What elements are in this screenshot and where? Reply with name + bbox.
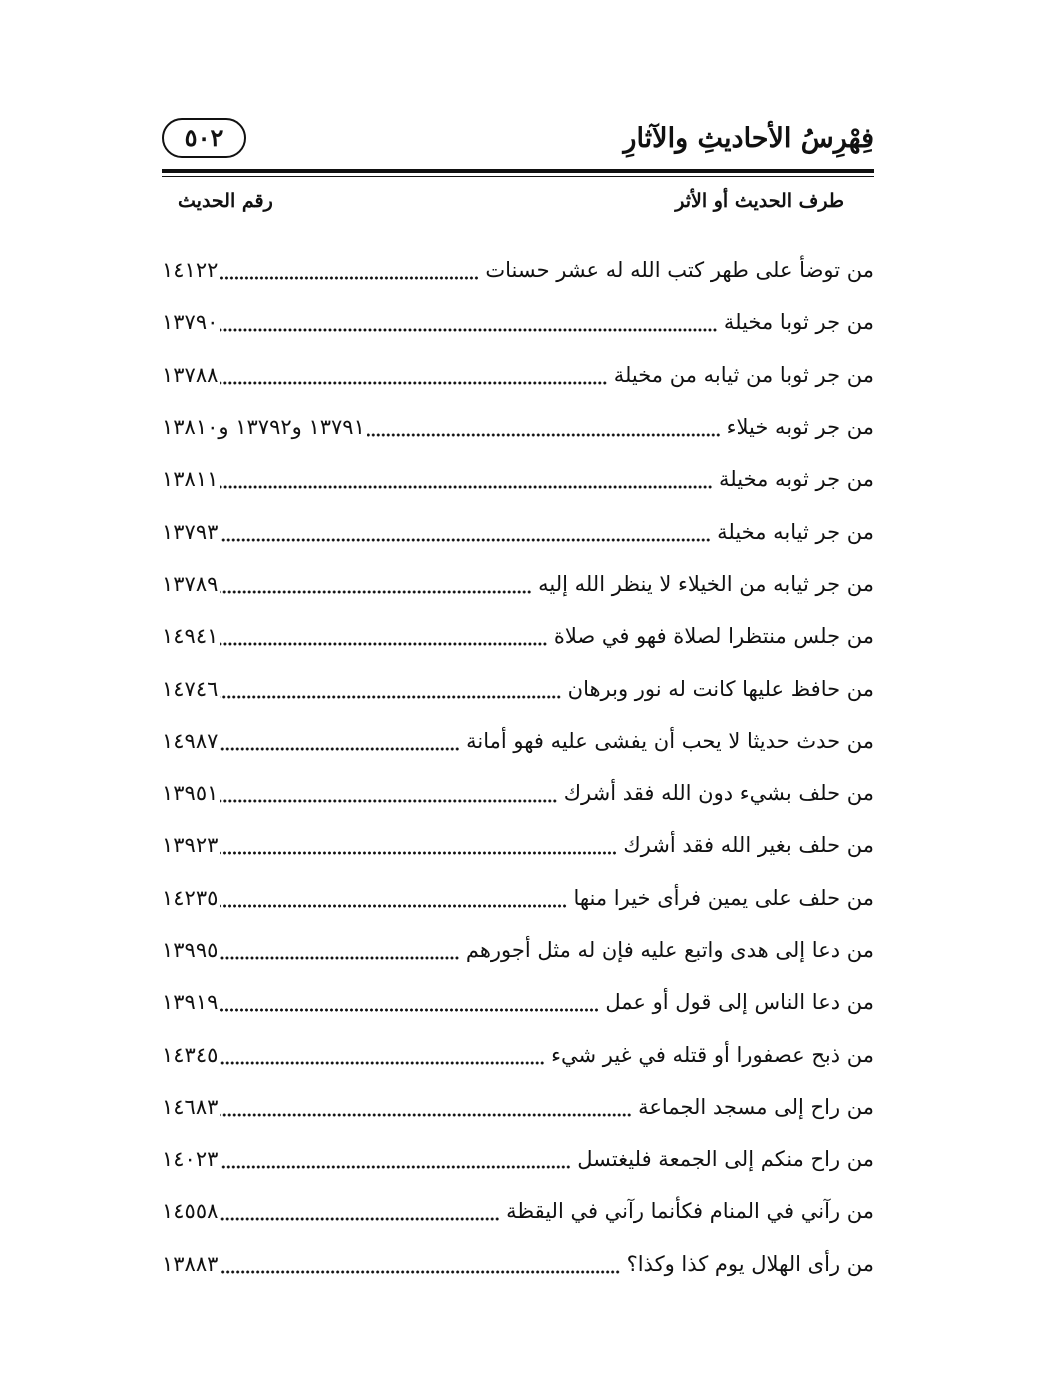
- hadith-text: من ذبح عصفورا أو قتله في غير شيء: [551, 1042, 874, 1067]
- dot-leader: [220, 626, 547, 646]
- index-entry: [162, 1081, 874, 1133]
- hadith-number: ١٤٩٤١: [162, 624, 219, 649]
- hadith-number: ١٤٦٨٣: [162, 1094, 219, 1119]
- index-entry: [162, 662, 874, 714]
- hadith-number: ١٤٧٤٦: [162, 676, 219, 701]
- hadith-column-header: طرف الحديث أو الأثر: [675, 190, 844, 212]
- hadith-text: من حدث حديثا لا يحب أن يفشى عليه فهو أمانة: [466, 728, 874, 753]
- dot-leader: [220, 1045, 545, 1065]
- dot-leader: [220, 522, 711, 542]
- index-entry: [162, 453, 874, 505]
- hadith-number: ١٤٢٣٥: [162, 885, 219, 910]
- index-entry: [162, 1238, 874, 1290]
- index-entry: [162, 924, 874, 976]
- page-number-badge: ٥٠٢: [162, 118, 246, 158]
- dot-leader: [220, 365, 607, 385]
- index-entry: [162, 767, 874, 819]
- hadith-text: من رأى الهلال يوم كذا وكذا؟: [626, 1251, 874, 1276]
- hadith-number: ١٣٨٨٣: [162, 1251, 219, 1276]
- index-entry: [162, 1028, 874, 1080]
- hadith-text: من رآني في المنام فكأنما رآني في اليقظة: [506, 1199, 874, 1224]
- hadith-index-list: [162, 244, 874, 1290]
- dot-leader: [367, 417, 721, 437]
- hadith-text: من جر ثيابه من الخيلاء لا ينظر الله إليه: [538, 571, 874, 596]
- index-entry: [162, 610, 874, 662]
- dot-leader: [220, 992, 599, 1012]
- dot-leader: [220, 679, 561, 699]
- hadith-text: من دعا الناس إلى قول أو عمل: [605, 990, 874, 1015]
- dot-leader: [220, 888, 567, 908]
- header-rule-thick: [162, 169, 874, 173]
- hadith-text: من حلف بشيء دون الله فقد أشرك: [563, 781, 874, 806]
- dot-leader: [220, 574, 532, 594]
- hadith-text: من حافظ عليها كانت له نور وبرهان: [567, 676, 874, 701]
- hadith-number: ١٣٩٩٥: [162, 938, 219, 962]
- dot-leader: [220, 1254, 620, 1274]
- hadith-number: ١٤٣٤٥: [162, 1042, 219, 1067]
- page-header: [162, 112, 874, 164]
- index-entry: [162, 296, 874, 348]
- index-entry: [162, 349, 874, 401]
- hadith-text: من جر ثوبه مخيلة: [719, 467, 874, 492]
- index-entry: [162, 872, 874, 924]
- hadith-number: ١٣٧٩٣: [162, 519, 219, 544]
- hadith-number: ١٣٧٩١ و١٣٧٩٢ و١٣٨١٠: [162, 415, 365, 440]
- index-entry: [162, 715, 874, 767]
- hadith-number: ١٤٩٨٧: [162, 728, 219, 753]
- index-entry: [162, 819, 874, 871]
- hadith-text: من حلف بغير الله فقد أشرك: [623, 833, 874, 858]
- hadith-number: ١٣٨١١: [162, 467, 219, 492]
- hadith-number: ١٣٧٨٩: [162, 571, 219, 596]
- hadith-number: ١٣٩٥١: [162, 781, 219, 806]
- dot-leader: [220, 783, 557, 803]
- hadith-text: من جر ثيابه مخيلة: [717, 519, 874, 544]
- dot-leader: [220, 469, 713, 489]
- hadith-text: من حلف على يمين فرأى خيرا منها: [573, 885, 874, 910]
- hadith-text: من جر ثوبه خيلاء: [726, 415, 874, 440]
- dot-leader: [220, 940, 459, 960]
- hadith-text: من توضأ على طهر كتب الله له عشر حسنات: [485, 258, 874, 283]
- index-entry: [162, 1133, 874, 1185]
- dot-leader: [220, 835, 617, 855]
- index-entry: [162, 505, 874, 557]
- index-title: فِهْرِسُ الأحاديثِ والآثارِ: [623, 122, 874, 154]
- dot-leader: [220, 260, 479, 280]
- dot-leader: [220, 1149, 571, 1169]
- dot-leader: [220, 731, 460, 751]
- dot-leader: [220, 1201, 500, 1221]
- index-entry: [162, 558, 874, 610]
- dot-leader: [220, 1097, 632, 1117]
- hadith-text: من راح منكم إلى الجمعة فليغتسل: [577, 1147, 874, 1172]
- number-column-header: رقم الحديث: [178, 190, 273, 212]
- hadith-number: ١٤١٢٢: [162, 258, 219, 283]
- hadith-number: ١٤٥٥٨: [162, 1199, 219, 1224]
- index-entry: [162, 1185, 874, 1237]
- hadith-number: ١٣٩٢٣: [162, 833, 219, 858]
- hadith-text: من دعا إلى هدى واتبع عليه فإن له مثل أجورهم: [465, 938, 874, 962]
- index-entry: [162, 244, 874, 296]
- header-rule-thin: [162, 176, 874, 177]
- hadith-number: ١٣٧٩٠: [162, 310, 219, 335]
- dot-leader: [220, 312, 717, 332]
- column-headers: [162, 184, 874, 218]
- hadith-text: من جر ثوبا من ثيابه من مخيلة: [613, 362, 874, 387]
- hadith-number: ١٣٧٨٨: [162, 362, 219, 387]
- hadith-text: من راح إلى مسجد الجماعة: [638, 1094, 874, 1119]
- hadith-text: من جلس منتظرا لصلاة فهو في صلاة: [553, 624, 874, 649]
- hadith-number: ١٣٩١٩: [162, 990, 219, 1015]
- index-entry: [162, 976, 874, 1028]
- hadith-text: من جر ثوبا مخيلة: [723, 310, 874, 335]
- hadith-number: ١٤٠٢٣: [162, 1147, 219, 1172]
- index-entry: [162, 401, 874, 453]
